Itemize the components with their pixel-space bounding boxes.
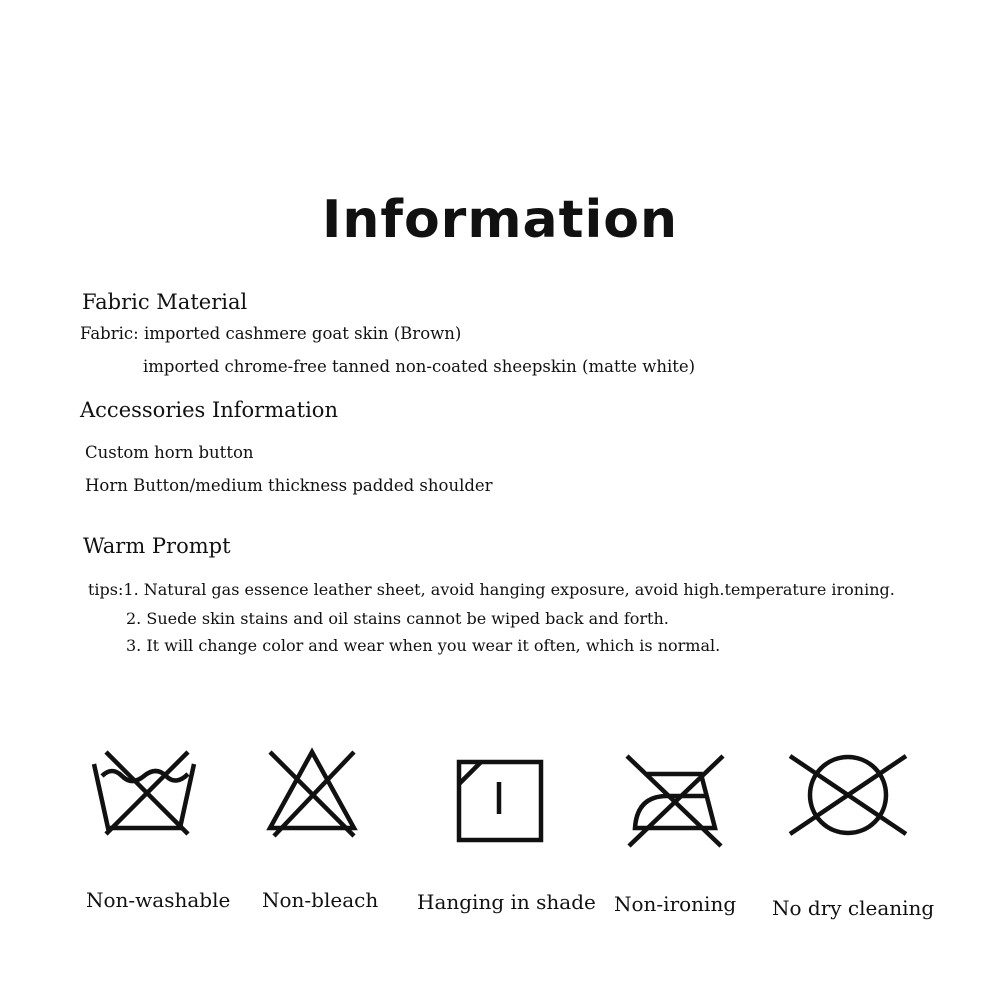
tip-3: 3. It will change color and wear when you wear it often, which is normal. <box>126 636 721 655</box>
accessories-line-1: Custom horn button <box>85 443 254 462</box>
no-dry-clean-icon <box>788 752 908 838</box>
warm-prompt-heading: Warm Prompt <box>83 534 231 558</box>
fabric-line-1: Fabric: imported cashmere goat skin (Brown) <box>80 324 462 343</box>
care-label-non-bleach: Non-bleach <box>262 888 379 912</box>
tip-1: tips:1. Natural gas essence leather sheet, avoid hanging exposure, avoid high.temperature ironing. <box>88 580 895 599</box>
no-iron-icon <box>623 752 727 850</box>
line-dry-shade-icon <box>455 758 545 844</box>
no-wash-icon <box>90 750 200 840</box>
care-label-non-washable: Non-washable <box>86 888 231 912</box>
care-label-no-dry-cleaning: No dry cleaning <box>772 896 935 920</box>
care-label-non-ironing: Non-ironing <box>614 892 737 916</box>
accessories-line-2: Horn Button/medium thickness padded shoulder <box>85 476 493 495</box>
accessories-heading: Accessories Information <box>80 398 338 422</box>
fabric-heading: Fabric Material <box>82 290 248 314</box>
care-label-hanging-in-shade: Hanging in shade <box>417 890 596 914</box>
tip-2: 2. Suede skin stains and oil stains cannot be wiped back and forth. <box>126 609 669 628</box>
page-title: Information <box>321 190 679 250</box>
fabric-line-2: imported chrome-free tanned non-coated sheepskin (matte white) <box>143 357 696 376</box>
no-bleach-icon <box>262 748 362 840</box>
